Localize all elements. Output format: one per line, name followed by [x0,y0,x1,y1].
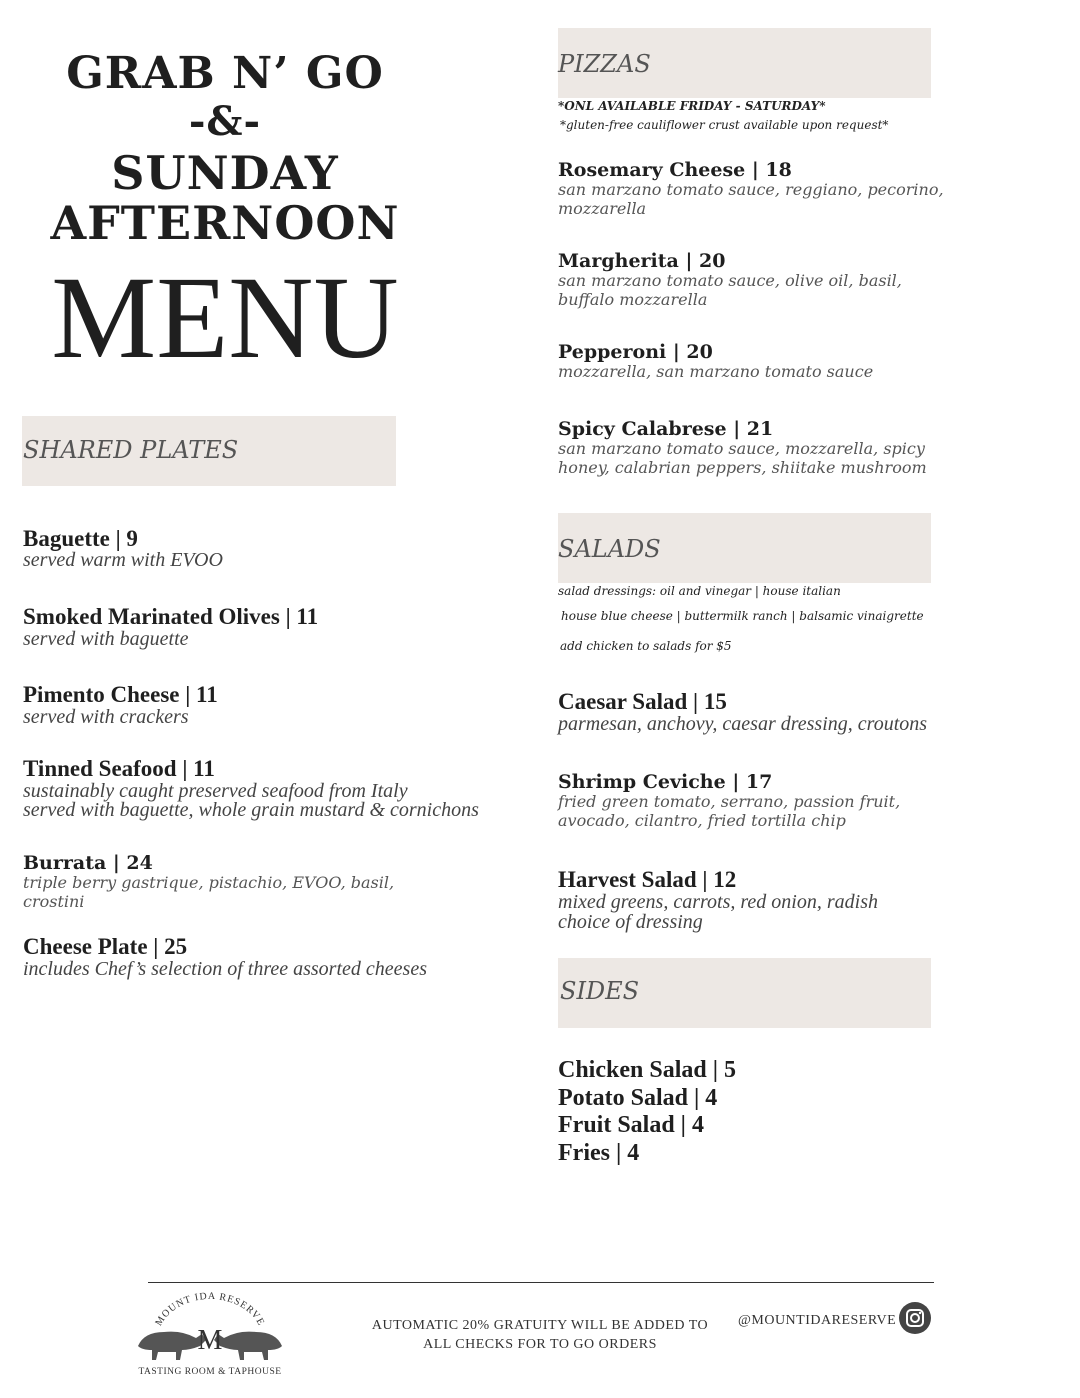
instagram-handle[interactable]: @MOUNTIDARESERVE [738,1313,897,1328]
menu-item-burrata: Burrata | 24 [23,852,153,874]
pizzas-header: PIZZAS [558,50,651,78]
menu-item-desc: triple berry gastrique, pistachio, EVOO, basil, [23,873,395,892]
menu-item-desc: san marzano tomato sauce, olive oil, basil, [558,271,902,290]
menu-item-desc: includes Chef’s selection of three assorted cheeses [23,958,427,980]
menu-item-harvest-salad: Harvest Salad | 12 [558,867,737,892]
title-grab-n-go: GRAB N’ GO [66,48,384,99]
logo-subtitle: TASTING ROOM & TAPHOUSE [138,1367,282,1377]
pizzas-gluten-free-note: *gluten-free cauliflower crust available upon request* [560,118,889,132]
menu-item-desc: san marzano tomato sauce, mozzarella, spicy [558,439,925,458]
gratuity-line-2: ALL CHECKS FOR TO GO ORDERS [423,1337,657,1352]
pizzas-availability-note: *ONL AVAILABLE FRIDAY - SATURDAY* [558,99,826,113]
menu-item-desc: mozzarella [558,199,647,218]
menu-item-olives: Smoked Marinated Olives | 11 [23,604,319,629]
menu-item-tinned-seafood: Tinned Seafood | 11 [23,756,215,781]
menu-item-shrimp-ceviche: Shrimp Ceviche | 17 [558,771,773,793]
gratuity-line-1: AUTOMATIC 20% GRATUITY WILL BE ADDED TO [371,1318,709,1333]
side-item-fruit-salad: Fruit Salad | 4 [558,1112,704,1138]
menu-item-desc: served with baguette [23,628,189,650]
salad-dressings-note-2: house blue cheese | buttermilk ranch | balsamic vinaigrette [561,609,924,623]
menu-item-desc: san marzano tomato sauce, reggiano, pecorino, [558,180,944,199]
title-ampersand: -&- [188,98,262,145]
add-chicken-note: add chicken to salads for $5 [560,639,732,653]
title-menu: MENU [51,252,399,383]
footer-divider [148,1282,934,1283]
menu-item-desc: parmesan, anchovy, caesar dressing, croutons [558,713,928,735]
menu-item-desc: buffalo mozzarella [558,290,708,309]
menu-item-desc: mozzarella, san marzano tomato sauce [558,362,874,381]
menu-item-pimento-cheese: Pimento Cheese | 11 [23,682,218,707]
menu-item-spicy-calabrese: Spicy Calabrese | 21 [558,418,774,440]
menu-item-desc: served with crackers [23,706,189,728]
menu-item-desc: honey, calabrian peppers, shiitake mushroom [558,458,927,477]
sides-header: SIDES [560,977,640,1005]
salads-header: SALADS [558,535,661,563]
logo-arc-text: MOUNT IDA RESERVE [153,1290,267,1328]
menu-item-desc: served warm with EVOO [23,549,223,571]
shared-plates-header: SHARED PLATES [23,436,239,464]
mount-ida-reserve-logo [130,1288,290,1380]
gratuity-notice [360,1316,720,1354]
logo-letter: M [197,1325,223,1356]
title-afternoon: AFTERNOON [50,196,400,250]
menu-item-baguette: Baguette | 9 [23,526,138,551]
menu-item-desc: avocado, cilantro, fried tortilla chip [558,811,846,830]
menu-item-desc: mixed greens, carrots, red onion, radish [558,891,878,913]
menu-item-margherita: Margherita | 20 [558,250,726,272]
menu-item-pepperoni: Pepperoni | 20 [558,341,713,363]
side-item-fries: Fries | 4 [558,1140,640,1166]
menu-item-cheese-plate: Cheese Plate | 25 [23,934,188,959]
instagram-icon[interactable] [899,1302,931,1334]
menu-item-caesar-salad: Caesar Salad | 15 [558,689,727,714]
salad-dressings-note: salad dressings: oil and vinegar | house italian [558,584,841,598]
menu-item-desc: choice of dressing [558,911,703,933]
svg-text:MOUNT IDA RESERVE [153,1291,266,1328]
menu-item-desc: served with baguette, whole grain mustard & cornichons [23,799,479,821]
title-sunday: SUNDAY [111,146,339,200]
menu-item-rosemary-cheese: Rosemary Cheese | 18 [558,159,792,181]
side-item-chicken-salad: Chicken Salad | 5 [558,1057,736,1083]
menu-item-desc: fried green tomato, serrano, passion fruit, [558,792,901,811]
side-item-potato-salad: Potato Salad | 4 [558,1085,718,1111]
menu-item-desc: sustainably caught preserved seafood from Italy [23,780,408,802]
menu-item-desc: crostini [23,892,85,911]
